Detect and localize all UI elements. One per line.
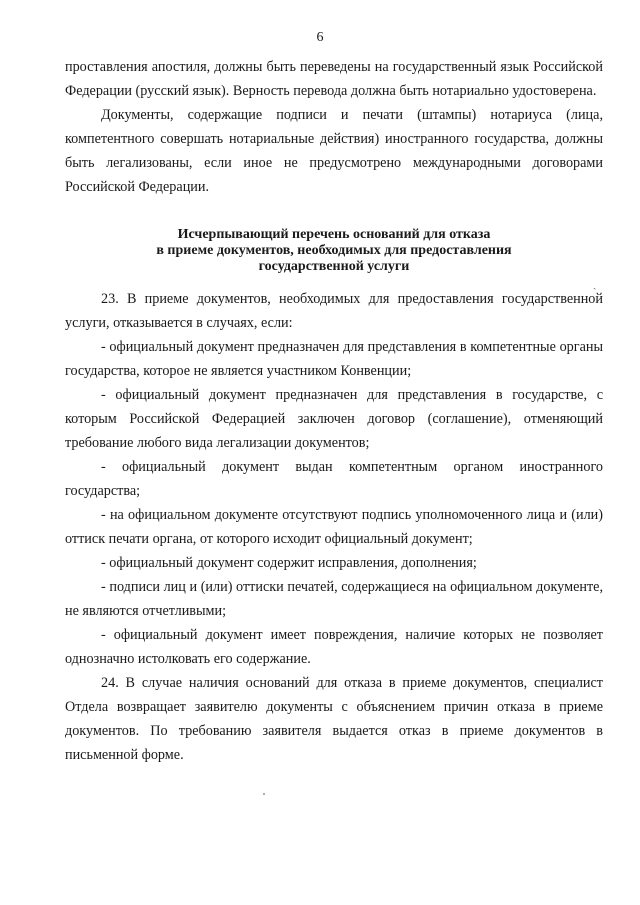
list-item-ground-2: - официальный документ предназначен для представления в государстве, с которым Российской Федерацией заключен договор (соглашение), отменяющий требование любого вида легализации документов;: [65, 387, 603, 451]
list-item-ground-3: - официальный документ выдан компетентным органом иностранного государства;: [65, 459, 603, 499]
paragraph-item-23: 23. В приеме документов, необходимых для предоставления государственной услуги, отказывается в случаях, если:: [65, 291, 603, 331]
list-item-ground-7: - официальный документ имеет повреждения, наличие которых не позволяет однозначно истолковать его содержание.: [65, 627, 603, 667]
document-body: [65, 55, 603, 767]
scan-speck: [263, 793, 265, 795]
list-item-ground-4: - на официальном документе отсутствуют подпись уполномоченного лица и (или) оттиск печати органа, от которого исходит официальный документ;: [65, 507, 603, 547]
section-heading: [65, 227, 603, 275]
list-item-ground-6: - подписи лиц и (или) оттиски печатей, содержащиеся на официальном документе, не являются отчетливыми;: [65, 579, 603, 619]
paragraph-notary-documents: Документы, содержащие подписи и печати (штампы) нотариуса (лица, компетентного совершать нотариальные действия) иностранного государства, должны быть легализованы, если иное не предусмотрено международными договорами Российской Федерации.: [65, 107, 603, 195]
list-item-ground-5: - официальный документ содержит исправления, дополнения;: [101, 555, 477, 571]
section-heading-line-1: Исчерпывающий перечень оснований для отказа: [177, 227, 491, 242]
scan-mark: ˏ: [593, 279, 597, 290]
paragraph-continuation: проставления апостиля, должны быть переведены на государственный язык Российской Федерации (русский язык). Верность перевода должна быть нотариально удостоверена.: [65, 59, 603, 99]
section-heading-line-3: государственной услуги: [258, 259, 410, 274]
paragraph-item-24: 24. В случае наличия оснований для отказа в приеме документов, специалист Отдела возвращает заявителю документы с объяснением причин отказа в приеме документов. По требованию заявителя выдается отказ в приеме документов в письменной форме.: [65, 675, 603, 763]
page-number: 6: [316, 30, 324, 45]
list-item-ground-1: - официальный документ предназначен для представления в компетентные органы государства, которое не является участником Конвенции;: [65, 339, 603, 379]
section-heading-line-2: в приеме документов, необходимых для предоставления: [156, 243, 512, 258]
